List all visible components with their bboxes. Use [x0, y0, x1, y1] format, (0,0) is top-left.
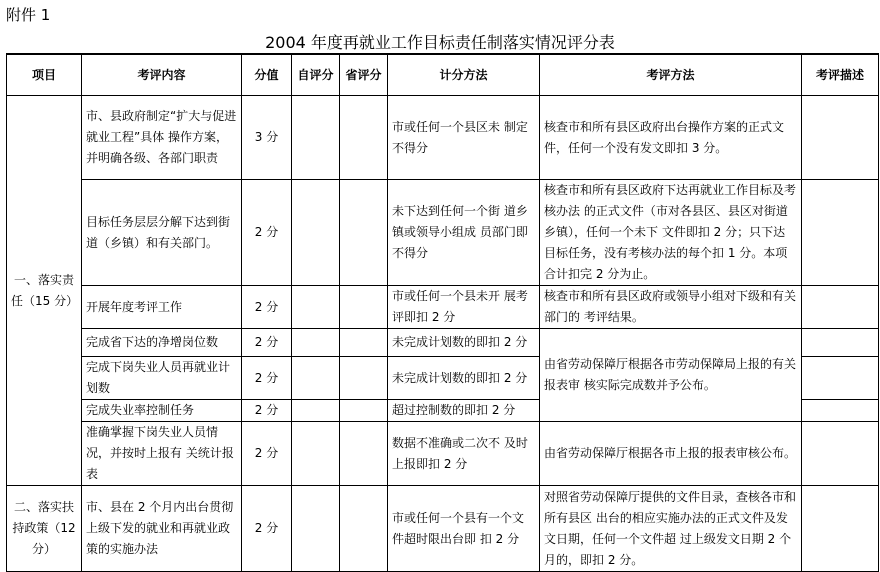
- eval-description-cell[interactable]: [802, 357, 879, 400]
- score-value: 3 分: [242, 96, 292, 180]
- eval-description-cell[interactable]: [802, 286, 879, 329]
- self-score-cell[interactable]: [292, 486, 340, 572]
- table-row: [7, 486, 879, 572]
- eval-method: 由省劳动保障厅根据各市劳动保障局上报的有关报表审 核实际完成数并予公布。: [540, 329, 802, 422]
- table-row: [7, 329, 879, 357]
- scoring-method: 市或任何一个县有一个文件超时限出台即 扣 2 分: [388, 486, 540, 572]
- eval-content: 开展年度考评工作: [82, 286, 242, 329]
- eval-content: 完成下岗失业人员再就业计划数: [82, 357, 242, 400]
- province-score-cell[interactable]: [340, 96, 388, 180]
- self-score-cell[interactable]: [292, 422, 340, 486]
- header-scoring-method: 计分方法: [388, 54, 540, 96]
- score-value: 2 分: [242, 180, 292, 286]
- document-title: 2004 年度再就业工作目标责任制落实情况评分表: [265, 33, 615, 52]
- scoring-method: 未完成计划数的即扣 2 分: [388, 329, 540, 357]
- header-self-score: 自评分: [292, 54, 340, 96]
- section-title: 二、落实扶持政策（12 分）: [7, 486, 82, 572]
- self-score-cell[interactable]: [292, 357, 340, 400]
- scoring-method: 市或任何一个县区未 制定不得分: [388, 96, 540, 180]
- eval-content: 市、县在 2 个月内出台贯彻上级下发的就业和再就业政策的实施办法: [82, 486, 242, 572]
- eval-method: 核查市和所有县区政府下达再就业工作目标及考核办法 的正式文件（市对各县区、县区对街道乡镇），任何一个未下 文件即扣 2 分；只下达目标任务，没有考核办法的每个扣 1 分。本项合计扣完 2 分为止。: [540, 180, 802, 286]
- score-value: 2 分: [242, 422, 292, 486]
- eval-method: 核查市和所有县区政府出台操作方案的正式文件，任何一个没有发文即扣 3 分。: [540, 96, 802, 180]
- province-score-cell[interactable]: [340, 357, 388, 400]
- score-value: 2 分: [242, 486, 292, 572]
- scoring-method: 未下达到任何一个街 道乡镇或领导小组成 员部门即不得分: [388, 180, 540, 286]
- eval-description-cell[interactable]: [802, 96, 879, 180]
- eval-content: 目标任务层层分解下达到街道（乡镇）和有关部门。: [82, 180, 242, 286]
- score-value: 2 分: [242, 400, 292, 422]
- eval-description-cell[interactable]: [802, 180, 879, 286]
- self-score-cell[interactable]: [292, 400, 340, 422]
- province-score-cell[interactable]: [340, 400, 388, 422]
- self-score-cell[interactable]: [292, 180, 340, 286]
- scoring-method: 数据不准确或二次不 及时上报即扣 2 分: [388, 422, 540, 486]
- table-row: [7, 422, 879, 486]
- eval-description-cell[interactable]: [802, 329, 879, 357]
- province-score-cell[interactable]: [340, 486, 388, 572]
- header-province-score: 省评分: [340, 54, 388, 96]
- province-score-cell[interactable]: [340, 422, 388, 486]
- score-value: 2 分: [242, 357, 292, 400]
- scoring-method: 超过控制数的即扣 2 分: [388, 400, 540, 422]
- header-item: 项目: [7, 54, 82, 96]
- self-score-cell[interactable]: [292, 329, 340, 357]
- province-score-cell[interactable]: [340, 329, 388, 357]
- eval-content: 准确掌握下岗失业人员情况，并按时上报有 关统计报表: [82, 422, 242, 486]
- attachment-label: 附件 1: [6, 6, 51, 24]
- header-row: [7, 54, 879, 96]
- scoring-method: 市或任何一个县未开 展考评即扣 2 分: [388, 286, 540, 329]
- section-title: 一、落实责任（15 分）: [7, 96, 82, 486]
- eval-method: 对照省劳动保障厅提供的文件目录，查核各市和所有县区 出台的相应实施办法的正式文件及发文日期，任何一个文件超 过上级发文日期 2 个月的，即扣 2 分。: [540, 486, 802, 572]
- header-eval-method: 考评方法: [540, 54, 802, 96]
- eval-description-cell[interactable]: [802, 486, 879, 572]
- score-value: 2 分: [242, 329, 292, 357]
- eval-method: 由省劳动保障厅根据各市上报的报表审核公布。: [540, 422, 802, 486]
- scoring-method: 未完成计划数的即扣 2 分: [388, 357, 540, 400]
- table-row: [7, 96, 879, 180]
- eval-content: 完成省下达的净增岗位数: [82, 329, 242, 357]
- eval-method: 核查市和所有县区政府或领导小组对下级和有关部门的 考评结果。: [540, 286, 802, 329]
- eval-content: 完成失业率控制任务: [82, 400, 242, 422]
- self-score-cell[interactable]: [292, 96, 340, 180]
- province-score-cell[interactable]: [340, 180, 388, 286]
- eval-content: 市、县政府制定“扩大与促进就业工程”具体 操作方案，并明确各级、各部门职责: [82, 96, 242, 180]
- table-row: [7, 180, 879, 286]
- eval-description-cell[interactable]: [802, 422, 879, 486]
- self-score-cell[interactable]: [292, 286, 340, 329]
- header-content: 考评内容: [82, 54, 242, 96]
- score-value: 2 分: [242, 286, 292, 329]
- scoring-table: [6, 53, 879, 572]
- province-score-cell[interactable]: [340, 286, 388, 329]
- header-score: 分值: [242, 54, 292, 96]
- eval-description-cell[interactable]: [802, 400, 879, 422]
- table-row: [7, 286, 879, 329]
- header-description: 考评描述: [802, 54, 879, 96]
